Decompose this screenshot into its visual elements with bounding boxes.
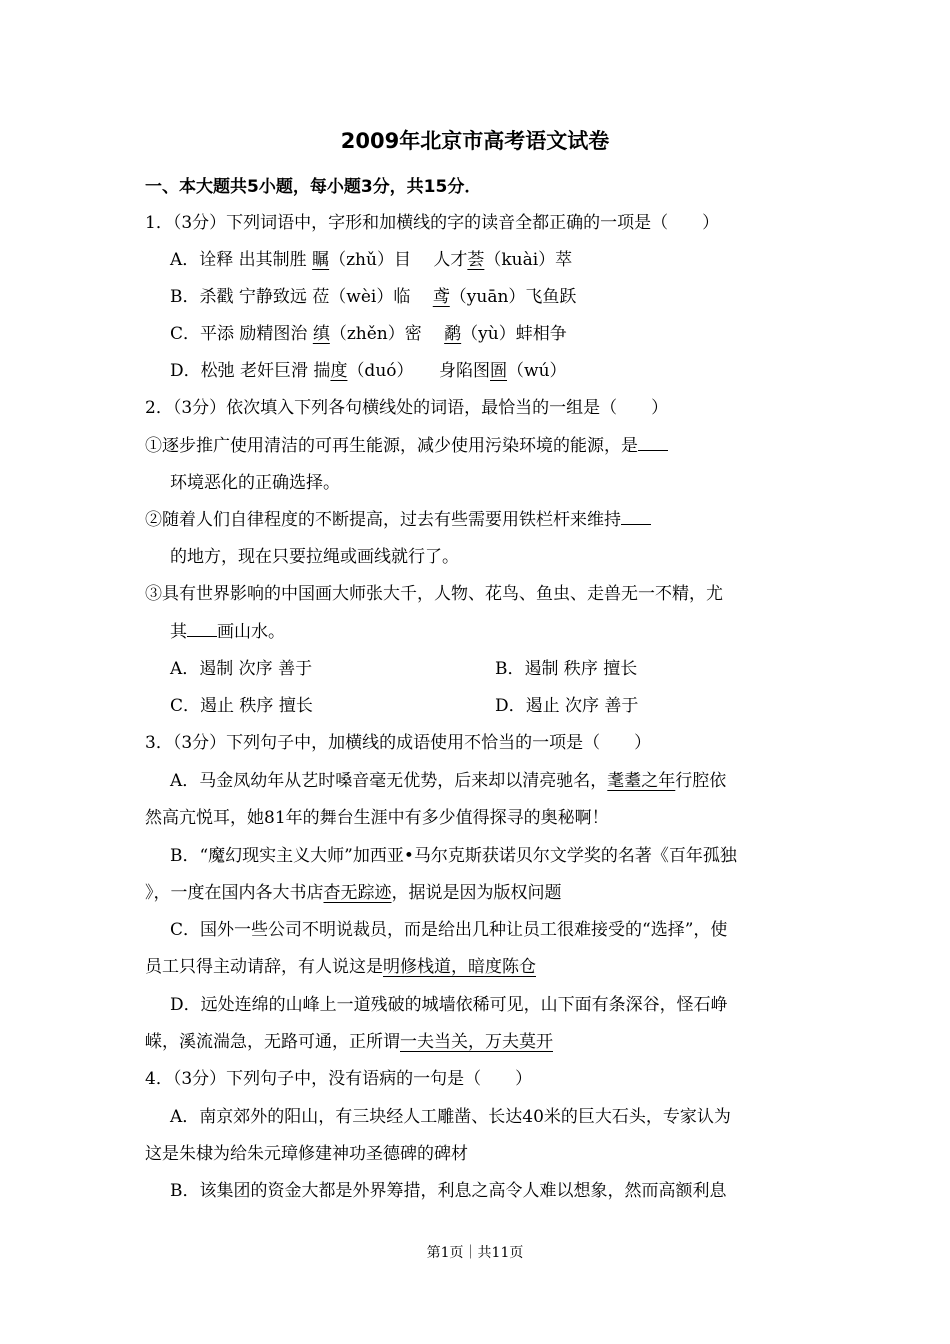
question-2-option-b: B．遏制 秩序 擅长 [495, 659, 638, 679]
question-3-stem: 3．（3分）下列句子中，加横线的成语使用不恰当的一项是（ ） [145, 733, 652, 753]
question-2-sentence-3-cont [170, 620, 285, 644]
underlined-char: 鸢 [432, 287, 450, 307]
option-text: （wú） [507, 361, 567, 381]
underlined-idiom: 杳无踪迹 [323, 883, 392, 903]
question-2-sentence-2 [145, 508, 651, 532]
question-3-option-b: B．“魔幻现实主义大师”加西亚•马尔克斯获诺贝尔文学奖的名著《百年孤独 [170, 846, 737, 866]
underlined-idiom: 明修栈道，暗度陈仓 [383, 957, 536, 977]
question-3-option-b-cont [145, 881, 562, 905]
page-title: 2009年北京市高考语文试卷 [340, 129, 610, 153]
fill-blank [621, 508, 651, 525]
fill-blank [187, 620, 217, 637]
question-2-option-d: D．遏止 次序 善于 [495, 696, 639, 716]
sentence-text: 其 [170, 622, 187, 642]
question-3-option-a [170, 769, 726, 793]
question-2-sentence-2-cont: 的地方，现在只要拉绳或画线就行了。 [170, 547, 459, 567]
question-1-option-d [170, 359, 567, 383]
question-3-option-c-cont [145, 955, 536, 979]
question-3-option-c: C．国外一些公司不明说裁员，而是给出几种让员工很难接受的“选择”，使 [170, 920, 728, 940]
question-4-option-b: B．该集团的资金大都是外界筹措，利息之高令人难以想象，然而高额利息 [170, 1181, 727, 1201]
question-1-option-c [170, 322, 567, 346]
sentence-text: 画山水。 [217, 622, 285, 642]
question-2-option-a: A．遏制 次序 善于 [170, 659, 313, 679]
question-4-option-a: A．南京郊外的阳山，有三块经人工雕凿、长达40米的巨大石头，专家认为 [170, 1107, 731, 1127]
underlined-char: 荟 [467, 250, 485, 270]
option-text: 》，一度在国内各大书店 [145, 883, 324, 903]
underlined-idiom: 一夫当关，万夫莫开 [400, 1032, 553, 1052]
option-text: D．松弛 老奸巨滑 揣 [170, 361, 331, 381]
sentence-text: ①逐步推广使用清洁的可再生能源，减少使用污染环境的能源，是 [145, 436, 638, 456]
question-2-stem: 2．（3分）依次填入下列各句横线处的词语，最恰当的一组是（ ） [145, 398, 669, 418]
option-text: 嵘，溪流湍急，无路可通，正所谓 [145, 1032, 400, 1052]
question-1-stem: 1．（3分）下列词语中，字形和加横线的字的读音全都正确的一项是（ ） [145, 213, 720, 233]
question-1-option-a [170, 248, 572, 272]
sentence-text: ②随着人们自律程度的不断提高，过去有些需要用铁栏杆来维持 [145, 510, 621, 530]
option-text: C．平添 励精图治 [170, 324, 313, 344]
option-text: （duó） 身陷图 [347, 361, 491, 381]
section-heading: 一、本大题共5小题，每小题3分，共15分． [145, 177, 482, 197]
question-2-option-c: C．遏止 秩序 擅长 [170, 696, 313, 716]
page-footer: 第1页｜共11页 [426, 1245, 524, 1261]
option-text: 行腔依 [675, 771, 727, 791]
question-1-option-b [170, 285, 576, 309]
question-2-sentence-3: ③具有世界影响的中国画大师张大千，人物、花鸟、鱼虫、走兽无一不精，尤 [145, 584, 723, 604]
option-text: （kuài）萃 [484, 250, 573, 270]
question-3-option-d-cont [145, 1030, 553, 1054]
underlined-char: 度 [330, 361, 348, 381]
question-4-option-a-cont: 这是朱棣为给朱元璋修建神功圣德碑的碑材 [145, 1144, 468, 1164]
option-text: （zhěn）密 [329, 324, 445, 344]
underlined-char: 缜 [312, 324, 330, 344]
fill-blank [638, 434, 668, 451]
option-text: ，据说是因为版权问题 [391, 883, 562, 903]
question-3-option-a-cont: 然高亢悦耳，她81年的舞台生涯中有多少值得探寻的奥秘啊！ [145, 808, 609, 828]
option-text: （zhǔ）目 人才 [329, 250, 468, 270]
underlined-char: 鹬 [444, 324, 462, 344]
question-2-sentence-1 [145, 434, 668, 458]
option-text: B．杀戳 宁静致远 莅（wèi）临 [170, 287, 433, 307]
option-text: （yù）蚌相争 [461, 324, 567, 344]
question-3-option-d: D．远处连绵的山峰上一道残破的城墙依稀可见，山下面有条深谷，怪石峥 [170, 995, 728, 1015]
question-2-sentence-1-cont: 环境恶化的正确选择。 [170, 473, 340, 493]
underlined-char: 圄 [490, 361, 508, 381]
underlined-idiom: 耄耋之年 [607, 771, 676, 791]
option-text: （yuān）飞鱼跃 [449, 287, 577, 307]
question-4-stem: 4．（3分）下列句子中，没有语病的一句是（ ） [145, 1069, 533, 1089]
underlined-char: 瞩 [312, 250, 330, 270]
option-text: A．诠释 出其制胜 [170, 250, 313, 270]
option-text: 员工只得主动请辞，有人说这是 [145, 957, 383, 977]
option-text: A．马金凤幼年从艺时嗓音毫无优势，后来却以清亮驰名， [170, 771, 608, 791]
